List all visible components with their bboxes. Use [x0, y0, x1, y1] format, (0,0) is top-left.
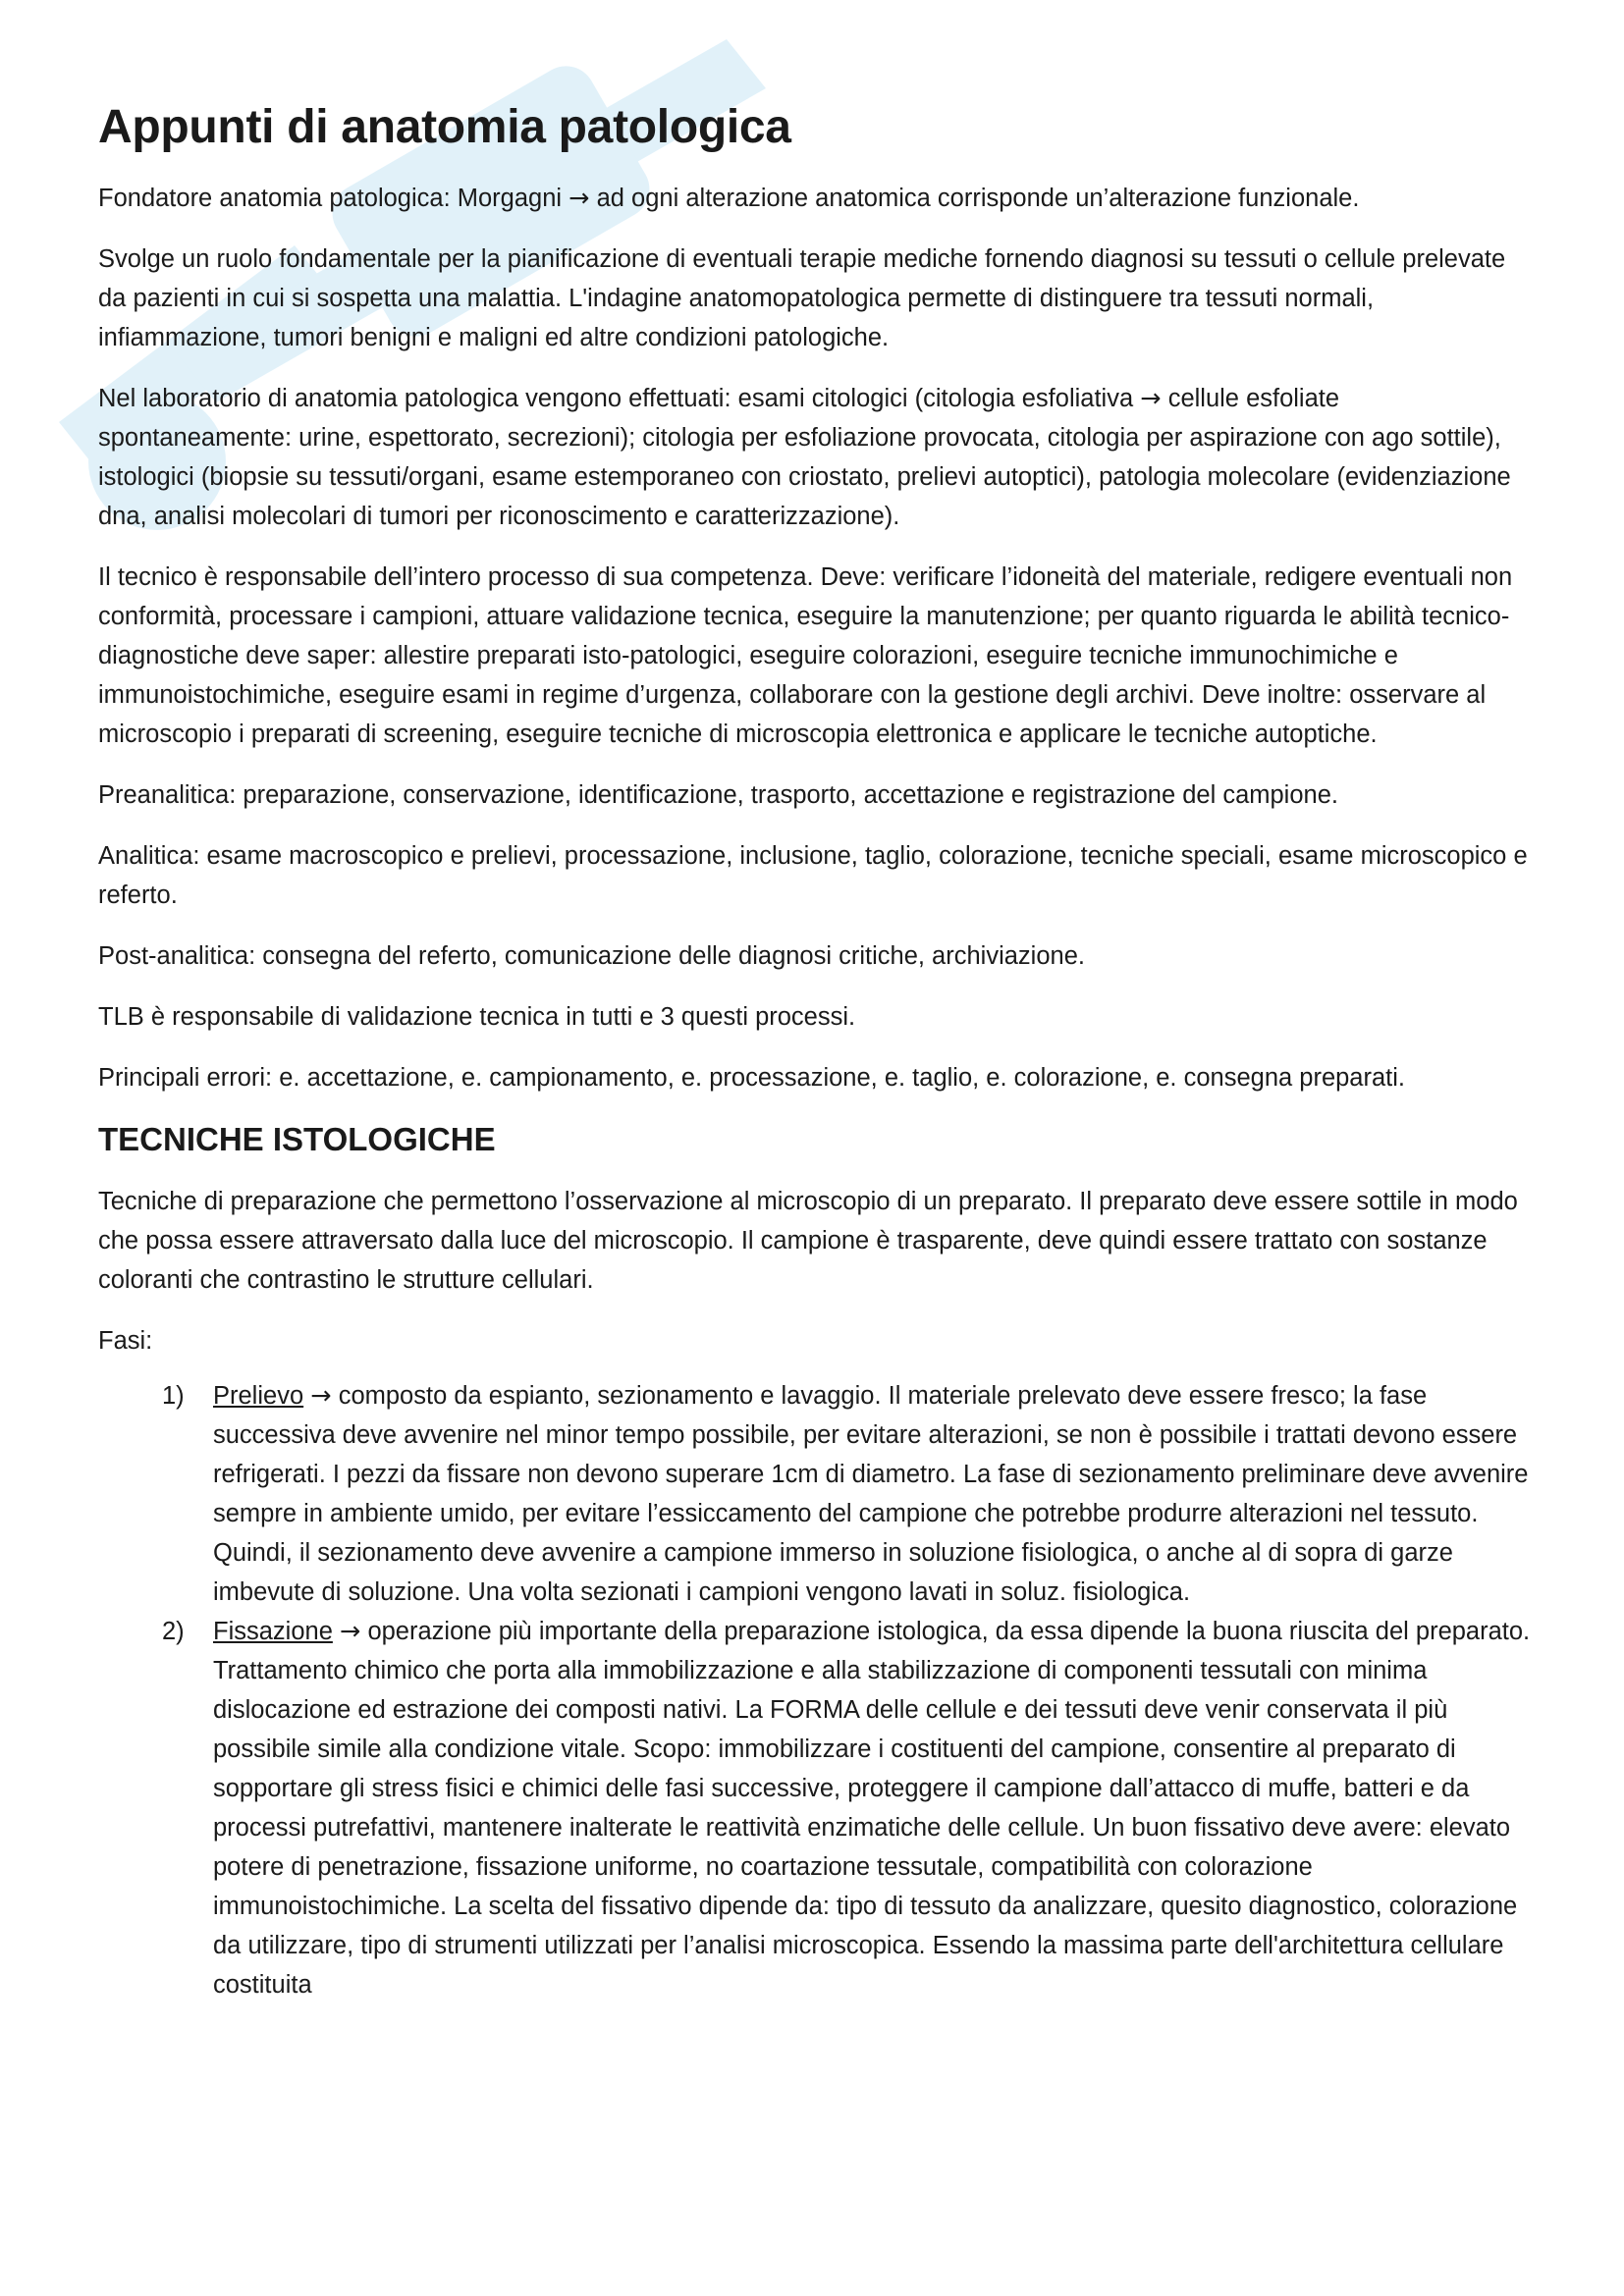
- paragraph-analitica: Analitica: esame macroscopico e prelievi, processazione, inclusione, taglio, colorazione, tecniche speciali, esame microscopico e referto.: [98, 842, 1528, 909]
- arrow-right-icon: →: [1140, 384, 1162, 413]
- list-item-term: Prelievo: [213, 1382, 304, 1410]
- list-item-number: 2): [162, 1618, 185, 1645]
- list-item-text: operazione più importante della preparazione istologica, da essa dipende la buona riuscita del preparato. Trattamento chimico che porta alla immobilizzazione e alla stabilizzazione di componenti tessutali con minima dislocazione ed estrazione dei composti nativi. La FORMA delle cellule e dei tessuti deve venir conservata il più possibile simile alla condizione vitale. Scopo: immobilizzare i costituenti del campione, consentire al preparato di sopportare gli stress fisici e chimici delle fasi successive, proteggere il campione dall’attacco di muffe, batteri e da processi putrefattivi, mantenere inalterate le reattività enzimatiche delle cellule. Un buon fissativo deve avere: elevato potere di penetrazione, fissazione uniforme, no coartazione tessutale, compatibilità con colorazione immunoistochimiche. La scelta del fissativo dipende da: tipo di tessuto da analizzare, quesito diagnostico, colorazione da utilizzare, tipo di strumenti utilizzati per l’analisi microscopica. Essendo la massima parte dell'architettura cellulare costituita: [213, 1618, 1531, 1999]
- section-heading: TECNICHE ISTOLOGICHE: [98, 1121, 496, 1157]
- paragraph-text: Fondatore anatomia patologica: Morgagni: [98, 185, 569, 212]
- list-item: [98, 1612, 1537, 2004]
- paragraph-text: cellule esfoliate spontaneamente: urine, espettorato, secrezioni); citologia per esfoliazione provocata, citologia per aspirazione con ago sottile), istologici (biopsie su tessuti/organi, esame estemporaneo con criostato, prelievi autoptici), patologia molecolare (evidenziazione dna, analisi molecolari di tumori per riconoscimento e caratterizzazione).: [98, 385, 1511, 530]
- list-item: [98, 1376, 1537, 1612]
- paragraph-laboratory: [98, 379, 1537, 536]
- list-item-number: 1): [162, 1382, 185, 1410]
- paragraph-technician: Il tecnico è responsabile dell’intero processo di sua competenza. Deve: verificare l’idoneità del materiale, redigere eventuali non conformità, processare i campioni, attuare validazione tecnica, eseguire la manutenzione; per quanto riguarda le abilità tecnico-diagnostiche deve saper: allestire preparati isto-patologici, eseguire colorazioni, eseguire tecniche immunochimiche e immunoistochimiche, eseguire esami in regime d’urgenza, collaborare con la gestione degli archivi. Deve inoltre: osservare al microscopio i preparati di screening, eseguire tecniche di microscopia elettronica e applicare le tecniche autoptiche.: [98, 563, 1513, 748]
- paragraph-errors: Principali errori: e. accettazione, e. campionamento, e. processazione, e. taglio, e. colorazione, e. consegna preparati.: [98, 1064, 1405, 1092]
- list-item-text: composto da espianto, sezionamento e lavaggio. Il materiale prelevato deve essere fresco; la fase successiva deve avvenire nel minor tempo possibile, per evitare alterazioni, se non è possibile i trattati devono essere refrigerati. I pezzi da fissare non devono superare 1cm di diametro. La fase di sezionamento preliminare deve avvenire sempre in ambiente umido, per evitare l’essiccamento del campione che potrebbe produrre alterazioni nel tessuto. Quindi, il sezionamento deve avvenire a campione immerso in soluzione fisiologica, o anche al di sopra di garze imbevute di soluzione. Una volta sezionati i campioni vengono lavati in soluz. fisiologica.: [213, 1382, 1529, 1606]
- paragraph-founder: [98, 179, 1537, 218]
- paragraph-preanalitica: Preanalitica: preparazione, conservazione, identificazione, trasporto, accettazione e registrazione del campione.: [98, 781, 1338, 809]
- paragraph-role: Svolge un ruolo fondamentale per la pianificazione di eventuali terapie mediche fornendo diagnosi su tessuti o cellule prelevate da pazienti in cui si sospetta una malattia. L'indagine anatomopatologica permette di distinguere tra tessuti normali, infiammazione, tumori benigni e maligni ed altre condizioni patologiche.: [98, 245, 1506, 351]
- paragraph-section-intro: Tecniche di preparazione che permettono l’osservazione al microscopio di un preparato. Il preparato deve essere sottile in modo che possa essere attraversato dalla luce del microscopio. Il campione è trasparente, deve quindi essere trattato con sostanze coloranti che contrastino le strutture cellulari.: [98, 1188, 1518, 1294]
- list-item-term: Fissazione: [213, 1618, 333, 1645]
- phases-label: Fasi:: [98, 1327, 153, 1355]
- arrow-right-icon: →: [568, 184, 590, 213]
- paragraph-tlb: TLB è responsabile di validazione tecnica in tutti e 3 questi processi.: [98, 1003, 856, 1031]
- document-title: Appunti di anatomia patologica: [98, 101, 791, 153]
- paragraph-post-analitica: Post-analitica: consegna del referto, comunicazione delle diagnosi critiche, archiviazione.: [98, 942, 1085, 970]
- phases-list: [98, 1376, 1537, 2004]
- arrow-right-icon: →: [310, 1381, 332, 1411]
- paragraph-text: ad ogni alterazione anatomica corrisponde un’alterazione funzionale.: [589, 185, 1360, 212]
- paragraph-text: Nel laboratorio di anatomia patologica vengono effettuati: esami citologici (citologia esfoliativa: [98, 385, 1141, 412]
- document-page: [98, 98, 1537, 2004]
- arrow-right-icon: →: [339, 1617, 361, 1646]
